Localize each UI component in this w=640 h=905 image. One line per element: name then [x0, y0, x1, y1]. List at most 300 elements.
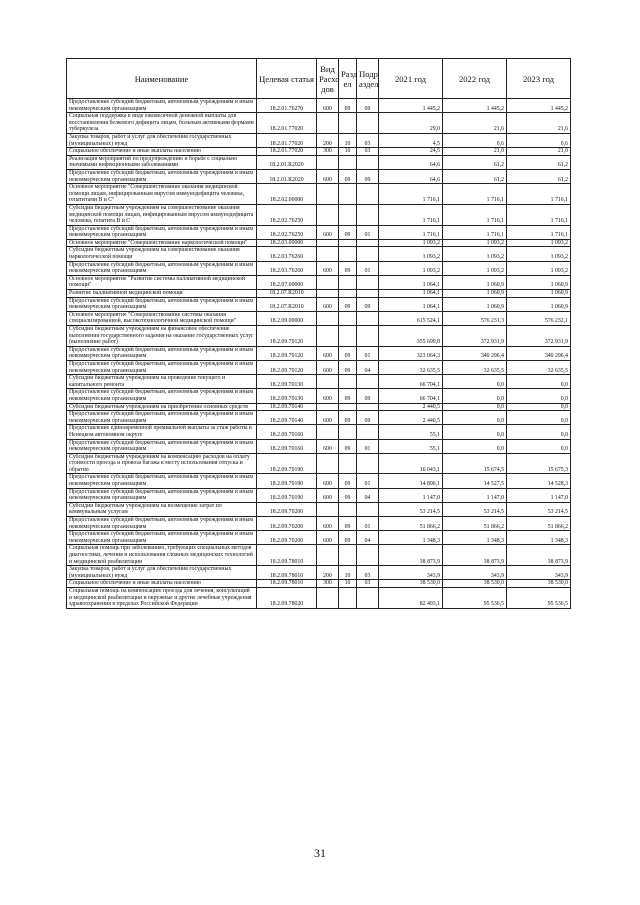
cell-2022: 372 931,9 [443, 326, 507, 347]
cell-2023: 1 060,9 [507, 297, 571, 311]
cell-razd: 10 [339, 133, 357, 147]
cell-name: Основное мероприятие "Совершенствование оказания медицинской помощи лицам, инфицированным вирусом иммунодефицита человека, гепатитами В и С" [67, 184, 257, 205]
cell-2021: 1 093,2 [379, 247, 443, 261]
cell-vid [317, 275, 339, 289]
cell-vid [317, 375, 339, 389]
cell-code: 18.2.09.70190 [257, 488, 317, 502]
cell-2022: 1 348,3 [443, 531, 507, 545]
cell-podr [357, 275, 379, 289]
cell-vid [317, 239, 339, 247]
cell-2023: 0,6 [507, 133, 571, 147]
cell-2022: 0,0 [443, 403, 507, 411]
cell-name: Предоставление субсидий бюджетным, автономным учреждениям и иным некоммерческим организациям [67, 517, 257, 531]
cell-name: Предоставление субсидий бюджетным, автономным учреждениям и иным некоммерческим организациям [67, 346, 257, 360]
table-row [67, 587, 571, 608]
table-row [67, 99, 571, 113]
cell-vid [317, 204, 339, 225]
cell-2022: 1 445,2 [443, 99, 507, 113]
cell-podr: 01 [357, 474, 379, 488]
header-razd: Разд ел [339, 59, 357, 99]
table-row [67, 148, 571, 156]
cell-2022: 15 674,5 [443, 453, 507, 474]
cell-podr [357, 425, 379, 439]
cell-2023: 340 296,4 [507, 346, 571, 360]
table-row [67, 261, 571, 275]
cell-code: 18.2.02.00000 [257, 184, 317, 205]
header-2023: 2023 год [507, 59, 571, 99]
cell-razd: 09 [339, 517, 357, 531]
cell-2023: 51 866,2 [507, 517, 571, 531]
cell-razd: 09 [339, 389, 357, 403]
cell-razd [339, 453, 357, 474]
cell-name: Предоставление субсидий бюджетным, автономным учреждениям и иным некоммерческим организациям [67, 474, 257, 488]
cell-razd: 09 [339, 99, 357, 113]
table-row [67, 360, 571, 374]
cell-2023: 0,0 [507, 389, 571, 403]
cell-podr [357, 326, 379, 347]
cell-razd: 09 [339, 411, 357, 425]
cell-2022: 38 530,0 [443, 580, 507, 588]
cell-2023: 95 536,5 [507, 587, 571, 608]
cell-2023: 1 716,1 [507, 184, 571, 205]
header-podr: Подр аздел [357, 59, 379, 99]
cell-2023: 0,0 [507, 411, 571, 425]
cell-vid: 600 [317, 99, 339, 113]
cell-2021: 64,6 [379, 155, 443, 169]
cell-2023: 576 232,1 [507, 311, 571, 325]
cell-vid: 600 [317, 360, 339, 374]
cell-razd [339, 239, 357, 247]
cell-vid: 600 [317, 439, 339, 453]
cell-podr [357, 204, 379, 225]
cell-2021: 2 440,5 [379, 411, 443, 425]
table-row [67, 297, 571, 311]
cell-2022: 0,0 [443, 425, 507, 439]
cell-razd [339, 375, 357, 389]
header-name: Наименование [67, 59, 257, 99]
cell-podr [357, 403, 379, 411]
cell-razd: 09 [339, 225, 357, 239]
cell-vid: 200 [317, 133, 339, 147]
cell-code: 18.2.09.70160 [257, 439, 317, 453]
cell-podr: 04 [357, 360, 379, 374]
cell-2021: 1 445,2 [379, 99, 443, 113]
cell-podr [357, 453, 379, 474]
cell-2022: 21,0 [443, 148, 507, 156]
cell-2022: 0,0 [443, 375, 507, 389]
cell-2022: 1 716,1 [443, 184, 507, 205]
cell-2022: 14 527,5 [443, 474, 507, 488]
cell-vid [317, 502, 339, 516]
cell-podr: 09 [357, 169, 379, 183]
cell-podr: 01 [357, 346, 379, 360]
cell-2022: 1 060,9 [443, 275, 507, 289]
cell-2023: 1 445,2 [507, 99, 571, 113]
cell-2023: 1 093,2 [507, 261, 571, 275]
cell-2022: 340 296,4 [443, 346, 507, 360]
header-vid: Вид Расхо дов [317, 59, 339, 99]
cell-code: 18.2.09.70190 [257, 474, 317, 488]
cell-razd [339, 247, 357, 261]
cell-2021: 24,5 [379, 148, 443, 156]
cell-2022: 1 716,1 [443, 225, 507, 239]
table-header-row [67, 59, 571, 99]
cell-2023: 0,0 [507, 375, 571, 389]
table-row [67, 275, 571, 289]
cell-name: Социальное обеспечение и иные выплаты населению [67, 148, 257, 156]
cell-vid: 600 [317, 261, 339, 275]
cell-name: Предоставление субсидий бюджетным, автономным учреждениям и иным некоммерческим организациям [67, 225, 257, 239]
cell-2023: 1 060,9 [507, 290, 571, 298]
header-2022: 2022 год [443, 59, 507, 99]
cell-podr: 03 [357, 566, 379, 580]
cell-name: Социальная помощь при заболеваниях, требующих специальных методов диагностики, лечения и использования сложных медицинских технологий и медицинской реабилитации [67, 545, 257, 566]
cell-code: 18.2.09.70120 [257, 346, 317, 360]
cell-2022: 61,2 [443, 169, 507, 183]
cell-vid: 600 [317, 411, 339, 425]
table-row [67, 326, 571, 347]
cell-podr [357, 247, 379, 261]
cell-code: 18.2.02.76250 [257, 225, 317, 239]
cell-2021: 38 873,9 [379, 545, 443, 566]
cell-code: 18.2.09.78010 [257, 580, 317, 588]
cell-2022: 53 214,5 [443, 502, 507, 516]
cell-code: 18.2.09.70200 [257, 531, 317, 545]
cell-razd [339, 545, 357, 566]
cell-2023: 0,0 [507, 439, 571, 453]
cell-code: 18.2.09.70200 [257, 502, 317, 516]
cell-2022: 21,6 [443, 113, 507, 134]
cell-vid [317, 545, 339, 566]
cell-podr [357, 155, 379, 169]
cell-2023: 21,6 [507, 113, 571, 134]
cell-code: 18.2.03.00000 [257, 239, 317, 247]
table-row [67, 580, 571, 588]
table-row [67, 502, 571, 516]
cell-podr: 01 [357, 225, 379, 239]
header-2021: 2021 год [379, 59, 443, 99]
cell-razd [339, 502, 357, 516]
cell-2022: 0,0 [443, 411, 507, 425]
cell-2022: 0,6 [443, 133, 507, 147]
cell-2021: 1 064,1 [379, 297, 443, 311]
cell-vid [317, 326, 339, 347]
cell-2022: 1 093,2 [443, 239, 507, 247]
cell-razd [339, 155, 357, 169]
cell-2021: 615 524,1 [379, 311, 443, 325]
cell-2021: 32 635,5 [379, 360, 443, 374]
cell-2023: 38 530,0 [507, 580, 571, 588]
cell-2021: 1 147,0 [379, 488, 443, 502]
table-row [67, 488, 571, 502]
cell-code: 18.2.01.77020 [257, 148, 317, 156]
cell-name: Субсидии бюджетным учреждениям на совершенствование оказания наркологической помощи [67, 247, 257, 261]
cell-razd [339, 403, 357, 411]
cell-name: Предоставление единовременной премиальной выплаты за стаж работы в Ненецком автономном округе [67, 425, 257, 439]
cell-vid: 600 [317, 531, 339, 545]
table-row [67, 184, 571, 205]
cell-2021: 82 493,1 [379, 587, 443, 608]
cell-2022: 1 060,9 [443, 290, 507, 298]
cell-razd [339, 275, 357, 289]
cell-2022: 38 873,9 [443, 545, 507, 566]
cell-code: 18.2.09.78020 [257, 587, 317, 608]
cell-2023: 32 635,5 [507, 360, 571, 374]
cell-vid [317, 425, 339, 439]
cell-2021: 16 043,1 [379, 453, 443, 474]
cell-2023: 14 528,3 [507, 474, 571, 488]
cell-vid: 600 [317, 488, 339, 502]
cell-podr [357, 502, 379, 516]
cell-code: 18.2.09.70140 [257, 403, 317, 411]
cell-2023: 343,9 [507, 566, 571, 580]
cell-code: 18.2.07.R2010 [257, 290, 317, 298]
cell-name: Субсидии бюджетным учреждениям на проведение текущего и капитального ремонта [67, 375, 257, 389]
cell-code: 18.2.09.70140 [257, 411, 317, 425]
cell-vid [317, 247, 339, 261]
cell-name: Предоставление субсидий бюджетным, автономным учреждениям и иным некоммерческим организациям [67, 169, 257, 183]
cell-code: 18.2.03.76260 [257, 247, 317, 261]
cell-2022: 1 093,2 [443, 247, 507, 261]
cell-code: 18.2.01.76270 [257, 99, 317, 113]
cell-name: Предоставление субсидий бюджетным, автономным учреждениям и иным некоммерческим организациям [67, 531, 257, 545]
cell-2021: 66 704,1 [379, 389, 443, 403]
cell-razd [339, 311, 357, 325]
cell-vid: 600 [317, 297, 339, 311]
cell-2021: 1 716,1 [379, 204, 443, 225]
cell-2021: 1 348,3 [379, 531, 443, 545]
table-row [67, 389, 571, 403]
cell-razd: 09 [339, 360, 357, 374]
cell-podr [357, 587, 379, 608]
cell-code: 18.2.09.70120 [257, 326, 317, 347]
cell-code: 18.2.09.70130 [257, 375, 317, 389]
table-row [67, 411, 571, 425]
cell-podr: 09 [357, 99, 379, 113]
cell-2022: 95 536,5 [443, 587, 507, 608]
cell-2023: 21,0 [507, 148, 571, 156]
cell-code: 18.2.02.76250 [257, 204, 317, 225]
table-row [67, 133, 571, 147]
cell-code: 18.2.09.78010 [257, 566, 317, 580]
cell-podr: 03 [357, 133, 379, 147]
cell-razd: 10 [339, 148, 357, 156]
cell-2021: 29,0 [379, 113, 443, 134]
cell-podr [357, 239, 379, 247]
cell-name: Закупка товаров, работ и услуг для обеспечения государственных (муниципальных) нужд [67, 133, 257, 147]
cell-vid [317, 290, 339, 298]
cell-name: Предоставление субсидий бюджетным, автономным учреждениям и иным некоммерческим организациям [67, 99, 257, 113]
cell-name: Социальная помощь на компенсацию проезда для лечения, консультаций и медицинской реабилитации в окружные и другие лечебные учреждения здравоохранения в пределах Российской Федерации [67, 587, 257, 608]
cell-2021: 1 093,2 [379, 261, 443, 275]
cell-2021: 355 699,8 [379, 326, 443, 347]
cell-2023: 1 716,1 [507, 225, 571, 239]
cell-2021: 1 716,1 [379, 184, 443, 205]
cell-2023: 61,2 [507, 169, 571, 183]
cell-razd [339, 425, 357, 439]
cell-2021: 1 064,1 [379, 275, 443, 289]
cell-2022: 343,9 [443, 566, 507, 580]
cell-2022: 576 231,3 [443, 311, 507, 325]
cell-2023: 53 214,5 [507, 502, 571, 516]
cell-podr [357, 545, 379, 566]
table-row [67, 531, 571, 545]
cell-code: 18.2.09.70190 [257, 453, 317, 474]
cell-vid: 600 [317, 389, 339, 403]
cell-name: Социальная поддержка в виде ежемесячной денежной выплаты для восстановления белкового дефицита лицам, больным активными формами туберкулеза [67, 113, 257, 134]
cell-podr: 09 [357, 297, 379, 311]
cell-2023: 372 931,9 [507, 326, 571, 347]
table-row [67, 439, 571, 453]
cell-name: Социальное обеспечение и иные выплаты населению [67, 580, 257, 588]
cell-2021: 51 866,2 [379, 517, 443, 531]
cell-name: Предоставление субсидий бюджетным, автономным учреждениям и иным некоммерческим организациям [67, 261, 257, 275]
cell-2023: 0,0 [507, 425, 571, 439]
cell-2023: 0,0 [507, 403, 571, 411]
cell-name: Предоставление субсидий бюджетным, автономным учреждениям и иным некоммерческим организациям [67, 360, 257, 374]
cell-name: Субсидии бюджетным учреждениям на приобретение основных средств [67, 403, 257, 411]
cell-name: Предоставление субсидий бюджетным, автономным учреждениям и иным некоммерческим организациям [67, 297, 257, 311]
cell-razd: 09 [339, 488, 357, 502]
cell-2022: 1 093,2 [443, 261, 507, 275]
cell-razd: 09 [339, 439, 357, 453]
cell-code: 18.2.01.77020 [257, 113, 317, 134]
cell-name: Субсидии бюджетным учреждениям на компенсацию расходов на оплату стоимости проезда и провоза багажа к месту использования отпуска и обратно [67, 453, 257, 474]
cell-vid: 300 [317, 148, 339, 156]
cell-name: Субсидии бюджетным учреждениям на возмещение затрат по коммунальным услугам [67, 502, 257, 516]
cell-name: Закупка товаров, работ и услуг для обеспечения государственных (муниципальных) нужд [67, 566, 257, 580]
cell-2021: 1 093,2 [379, 239, 443, 247]
cell-razd: 09 [339, 261, 357, 275]
cell-2021: 14 896,1 [379, 474, 443, 488]
table-row [67, 290, 571, 298]
cell-2022: 0,0 [443, 389, 507, 403]
cell-vid [317, 113, 339, 134]
cell-2021: 64,6 [379, 169, 443, 183]
cell-2021: 2 440,5 [379, 403, 443, 411]
cell-razd [339, 184, 357, 205]
budget-table-container [66, 58, 570, 609]
cell-2021: 323 064,3 [379, 346, 443, 360]
cell-2023: 1 147,0 [507, 488, 571, 502]
cell-name: Предоставление субсидий бюджетным, автономным учреждениям и иным некоммерческим организациям [67, 389, 257, 403]
cell-vid: 600 [317, 474, 339, 488]
cell-2022: 61,2 [443, 155, 507, 169]
cell-razd [339, 290, 357, 298]
cell-vid: 600 [317, 225, 339, 239]
table-row [67, 247, 571, 261]
cell-code: 18.2.09.70200 [257, 517, 317, 531]
cell-2023: 61,2 [507, 155, 571, 169]
cell-name: Развитие паллиативной медицинской помощи [67, 290, 257, 298]
cell-2023: 38 873,9 [507, 545, 571, 566]
cell-razd: 09 [339, 531, 357, 545]
cell-name: Основное мероприятие "Развитие системы паллиативной медицинской помощи" [67, 275, 257, 289]
cell-code: 18.2.01.77020 [257, 133, 317, 147]
cell-podr [357, 113, 379, 134]
cell-2022: 1 716,1 [443, 204, 507, 225]
cell-razd [339, 587, 357, 608]
cell-podr [357, 375, 379, 389]
budget-table [66, 58, 571, 609]
cell-2021: 66 704,1 [379, 375, 443, 389]
cell-code: 18.2.01.R2020 [257, 155, 317, 169]
cell-name: Предоставление субсидий бюджетным, автономным учреждениям и иным некоммерческим организациям [67, 411, 257, 425]
cell-razd: 09 [339, 297, 357, 311]
table-row [67, 311, 571, 325]
table-row [67, 517, 571, 531]
cell-2022: 1 147,0 [443, 488, 507, 502]
cell-podr: 04 [357, 531, 379, 545]
cell-razd: 10 [339, 580, 357, 588]
table-row [67, 453, 571, 474]
cell-code: 18.2.07.00000 [257, 275, 317, 289]
cell-name: Реализация мероприятий по предупреждению и борьбе с социально значимыми инфекционными заболеваниями [67, 155, 257, 169]
cell-name: Субсидии бюджетным учреждениям на финансовое обеспечение выполнения государственного задания на оказание государственных услуг (выполнение работ) [67, 326, 257, 347]
cell-2021: 55,1 [379, 425, 443, 439]
cell-vid [317, 453, 339, 474]
cell-2021: 55,1 [379, 439, 443, 453]
cell-2023: 15 675,3 [507, 453, 571, 474]
cell-2023: 1 060,9 [507, 275, 571, 289]
table-row [67, 346, 571, 360]
cell-podr [357, 184, 379, 205]
cell-razd [339, 113, 357, 134]
cell-code: 18.2.09.70120 [257, 360, 317, 374]
cell-vid: 600 [317, 346, 339, 360]
cell-name: Основное мероприятие "Совершенствование системы оказания специализированной, высокотехнологичной медицинской помощи" [67, 311, 257, 325]
cell-2023: 1 716,1 [507, 204, 571, 225]
cell-podr [357, 290, 379, 298]
table-row [67, 425, 571, 439]
cell-podr: 03 [357, 580, 379, 588]
cell-podr: 01 [357, 261, 379, 275]
cell-vid [317, 587, 339, 608]
cell-2021: 1 064,1 [379, 290, 443, 298]
cell-podr: 01 [357, 439, 379, 453]
cell-vid: 300 [317, 580, 339, 588]
table-row [67, 204, 571, 225]
cell-vid [317, 403, 339, 411]
cell-podr [357, 311, 379, 325]
page-number: 31 [314, 846, 326, 860]
cell-vid: 600 [317, 517, 339, 531]
cell-vid [317, 184, 339, 205]
cell-code: 18.2.09.00000 [257, 311, 317, 325]
cell-podr: 04 [357, 488, 379, 502]
cell-name: Основное мероприятие "Совершенствование наркологической помощи" [67, 239, 257, 247]
cell-code: 18.2.01.R2020 [257, 169, 317, 183]
table-row [67, 474, 571, 488]
cell-2023: 1 348,3 [507, 531, 571, 545]
cell-2021: 38 530,0 [379, 580, 443, 588]
cell-code: 18.2.03.76260 [257, 261, 317, 275]
table-row [67, 155, 571, 169]
cell-podr: 03 [357, 148, 379, 156]
cell-podr: 09 [357, 389, 379, 403]
cell-code: 18.2.09.70130 [257, 389, 317, 403]
cell-razd: 10 [339, 566, 357, 580]
cell-razd [339, 326, 357, 347]
cell-code: 18.2.07.R2010 [257, 297, 317, 311]
cell-2021: 343,9 [379, 566, 443, 580]
table-row [67, 566, 571, 580]
table-row [67, 113, 571, 134]
cell-vid: 200 [317, 566, 339, 580]
cell-vid [317, 155, 339, 169]
cell-2021: 1 716,1 [379, 225, 443, 239]
header-code: Целевая статья [257, 59, 317, 99]
